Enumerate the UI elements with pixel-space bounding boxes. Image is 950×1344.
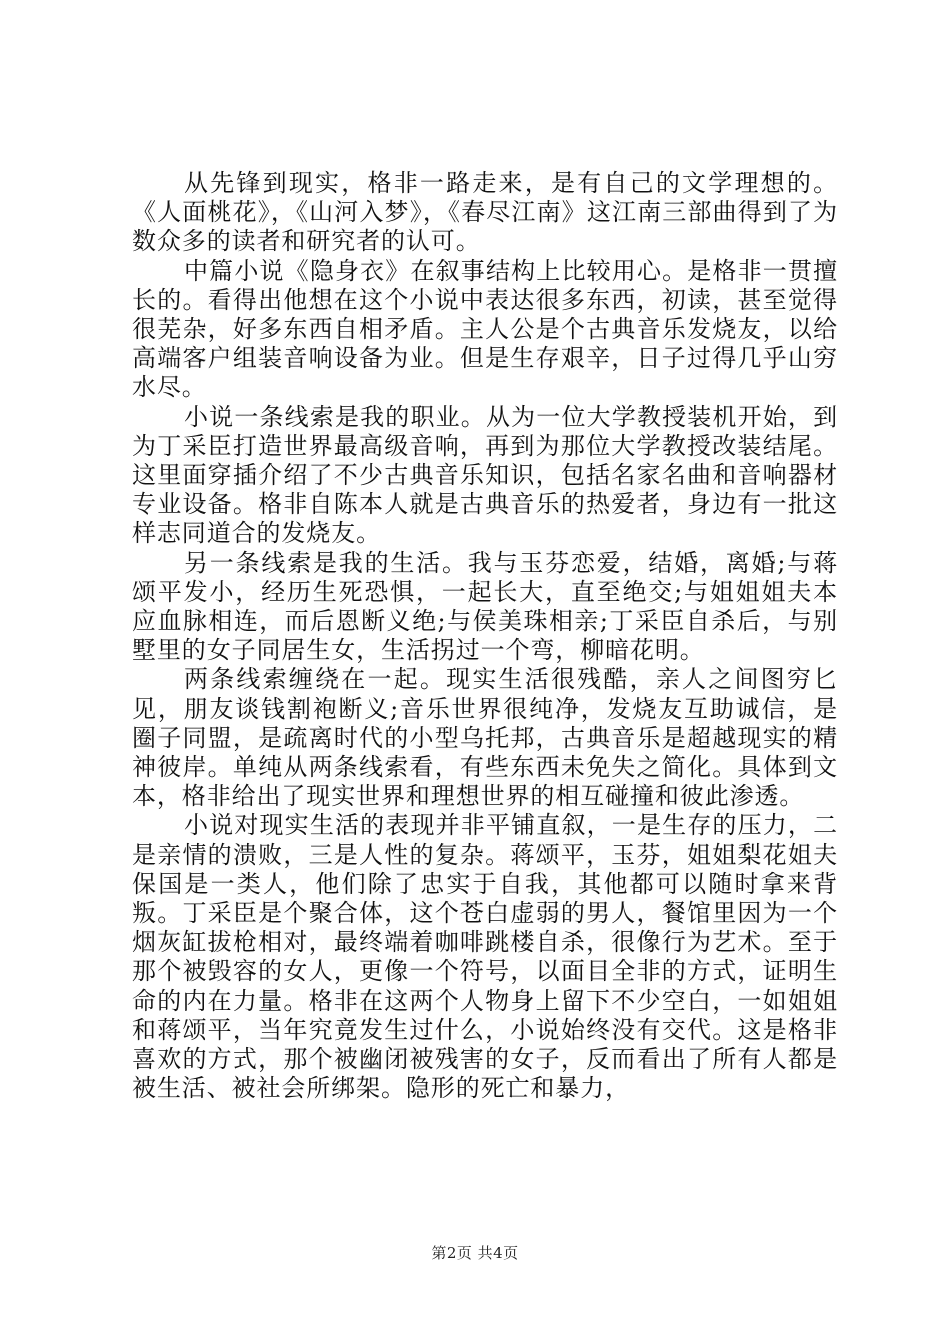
paragraph: 中篇小说《隐身衣》在叙事结构上比较用心。是格非一贯擅长的。看得出他想在这个小说中表达很多东西，初读，甚至觉得很芜杂，好多东西自相矛盾。主人公是个古典音乐发烧友，以给高端客户组装音响设备为业。但是生存艰辛，日子过得几乎山穷水尽。 bbox=[132, 256, 838, 402]
paragraph: 从先锋到现实，格非一路走来，是有自己的文学理想的。《人面桃花》，《山河入梦》，《春尽江南》这江南三部曲得到了为数众多的读者和研究者的认可。 bbox=[132, 169, 838, 256]
article-body bbox=[132, 169, 838, 1104]
page-number-indicator: 第2页 共4页 bbox=[431, 1244, 519, 1262]
paragraph: 小说一条线索是我的职业。从为一位大学教授装机开始，到为丁采臣打造世界最高级音响，再到为那位大学教授改装结尾。这里面穿插介绍了不少古典音乐知识，包括名家名曲和音响器材专业设备。格非自陈本人就是古典音乐的热爱者，身边有一批这样志同道合的发烧友。 bbox=[132, 402, 838, 548]
page-footer bbox=[0, 1243, 950, 1263]
paragraph: 两条线索缠绕在一起。现实生活很残酷，亲人之间图穷匕见，朋友谈钱割袍断义;音乐世界很纯净，发烧友互助诚信，是圈子同盟，是疏离时代的小型乌托邦，古典音乐是超越现实的精神彼岸。单纯从两条线索看，有些东西未免失之简化。具体到文本，格非给出了现实世界和理想世界的相互碰撞和彼此渗透。 bbox=[132, 665, 838, 811]
paragraph: 另一条线索是我的生活。我与玉芬恋爱，结婚，离婚;与蒋颂平发小，经历生死恐惧，一起长大，直至绝交;与姐姐姐夫本应血脉相连，而后恩断义绝;与侯美珠相亲;丁采臣自杀后，与别墅里的女子同居生女，生活拐过一个弯，柳暗花明。 bbox=[132, 548, 838, 665]
paragraph: 小说对现实生活的表现并非平铺直叙，一是生存的压力，二是亲情的溃败，三是人性的复杂。蒋颂平，玉芬，姐姐梨花姐夫保国是一类人，他们除了忠实于自我，其他都可以随时拿来背叛。丁采臣是个聚合体，这个苍白虚弱的男人，餐馆里因为一个烟灰缸拔枪相对，最终端着咖啡跳楼自杀，很像行为艺术。至于那个被毁容的女人，更像一个符号，以面目全非的方式，证明生命的内在力量。格非在这两个人物身上留下不少空白，一如姐姐和蒋颂平，当年究竟发生过什么，小说始终没有交代。这是格非喜欢的方式，那个被幽闭被残害的女子，反而看出了所有人都是被生活、被社会所绑架。隐形的死亡和暴力， bbox=[132, 811, 838, 1103]
